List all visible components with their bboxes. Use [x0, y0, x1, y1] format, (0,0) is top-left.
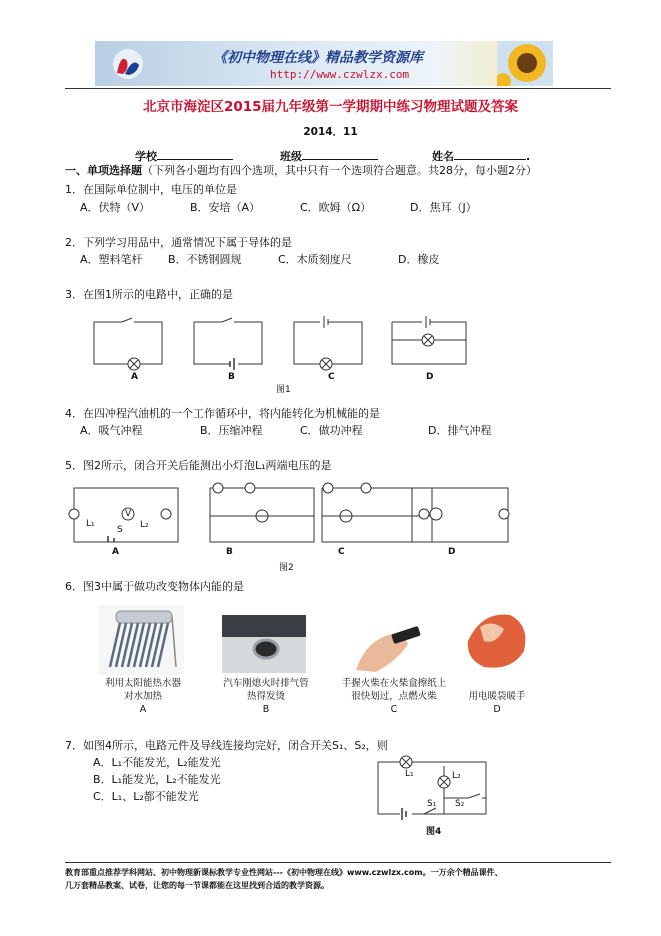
question-4-option-d: D．排气冲程: [428, 424, 492, 437]
match-striking-image: [346, 610, 432, 674]
figure-3-item-a: 利用太阳能热水器 对水加热 A: [104, 678, 181, 715]
footer: 教育部重点推荐学科网站、初中物理新课标教学专业性网站---《初中物理在线》www.czwlzx.com。一万余个精品课件、 几万套精品教案、试卷，让您的每一节课都能在这里找到合适的教学资源。: [65, 868, 503, 890]
figure-2-s-label: S: [117, 525, 123, 535]
figure-2-caption: 图2: [279, 563, 294, 573]
question-1-stem: 1．在国际单位制中，电压的单位是: [65, 183, 237, 196]
question-2-option-c: C．木质刻度尺: [278, 253, 352, 266]
figure-4: [372, 752, 496, 822]
figure-3-item-b: 汽车刚熄火时排气管 热得发烫 B: [223, 678, 309, 715]
figure-2-label-d: D: [448, 547, 456, 557]
figure-1-label-c: C: [328, 372, 335, 382]
question-7-option-c: C．L₁、L₂都不能发光: [93, 790, 199, 803]
figure-4-l2-label: L₂: [452, 771, 461, 781]
figure-4-l1-label: L₁: [405, 769, 414, 779]
question-4-option-b: B．压缩冲程: [200, 424, 263, 437]
figure-4-caption: 图4: [426, 827, 442, 837]
page-title: 北京市海淀区2015届九年级第一学期期中练习物理试题及答案: [142, 99, 519, 115]
section-heading: 一、单项选择题（下列各小题均有四个选项，其中只有一个选项符合题意。共28分，每小题2分）: [65, 164, 537, 177]
figure-2-l2-label: L₂: [140, 520, 149, 530]
header-rule: [65, 88, 611, 89]
question-4-stem: 4．在四冲程汽油机的一个工作循环中，将内能转化为机械能的是: [65, 407, 380, 420]
question-1-option-b: B．安培（A）: [190, 201, 261, 214]
exam-date: 2014．11: [303, 126, 358, 138]
question-2-stem: 2．下列学习用品中，通常情况下属于导体的是: [65, 236, 292, 249]
question-1-option-d: D．焦耳（J）: [410, 201, 477, 214]
figure-4-s2-label: S₂: [455, 799, 465, 809]
figure-2-label-a: A: [112, 547, 119, 557]
figure-3-item-c: 手握火柴在火柴盒擦纸上 很快划过，点燃火柴 C: [341, 678, 447, 715]
figure-2-v-label: V: [125, 509, 132, 519]
banner-url[interactable]: http://www.czwlzx.com: [270, 68, 410, 81]
figure-1: [70, 312, 480, 396]
question-1-option-a: A．伏特（V）: [80, 201, 151, 214]
banner-title: 《初中物理在线》精品教学资源库: [213, 50, 423, 66]
question-4-option-c: C．做功冲程: [300, 424, 363, 437]
exhaust-pipe-image: [222, 615, 306, 673]
figure-1-label-d: D: [426, 372, 434, 382]
question-2-option-b: B．不锈钢圆规: [168, 253, 242, 266]
question-7-stem: 7．如图4所示，电路元件及导线连接均完好，闭合开关S₁、S₂，则: [65, 739, 388, 752]
figure-4-s1-label: S₁: [427, 799, 437, 809]
figure-1-label-b: B: [228, 372, 235, 382]
question-7-option-b: B．L₁能发光，L₂不能发光: [93, 773, 221, 786]
sunflower-icon: [497, 41, 553, 86]
header-banner: [95, 41, 553, 86]
figure-1-label-a: A: [131, 372, 138, 382]
figure-3-item-d: 用电暖袋暖手 D: [468, 691, 526, 715]
figure-2-label-b: B: [226, 547, 233, 557]
question-2-option-a: A．塑料笔杆: [80, 253, 143, 266]
footer-rule: [65, 862, 611, 863]
question-4-option-a: A．吸气冲程: [80, 424, 143, 437]
solar-water-heater-image: [98, 605, 184, 675]
class-field: 班级: [280, 148, 378, 164]
question-3-stem: 3．在图1所示的电路中，正确的是: [65, 288, 233, 301]
logo-icon: [111, 47, 145, 81]
school-field: 学校: [135, 148, 233, 164]
hand-warmer-image: [462, 605, 532, 675]
question-7-option-a: A．L₁不能发光，L₂能发光: [93, 756, 221, 769]
figure-2-label-c: C: [338, 547, 345, 557]
question-5-stem: 5．图2所示，闭合开关后能测出小灯泡L₁两端电压的是: [65, 459, 332, 472]
figure-2-l1-label: L₁: [86, 519, 95, 529]
question-2-option-d: D．橡皮: [398, 253, 440, 266]
name-field: 姓名 .: [432, 150, 531, 163]
figure-1-caption: 图1: [276, 385, 291, 395]
question-1-option-c: C．欧姆（Ω）: [300, 201, 372, 214]
question-6-stem: 6．图3中属于做功改变物体内能的是: [65, 580, 244, 593]
